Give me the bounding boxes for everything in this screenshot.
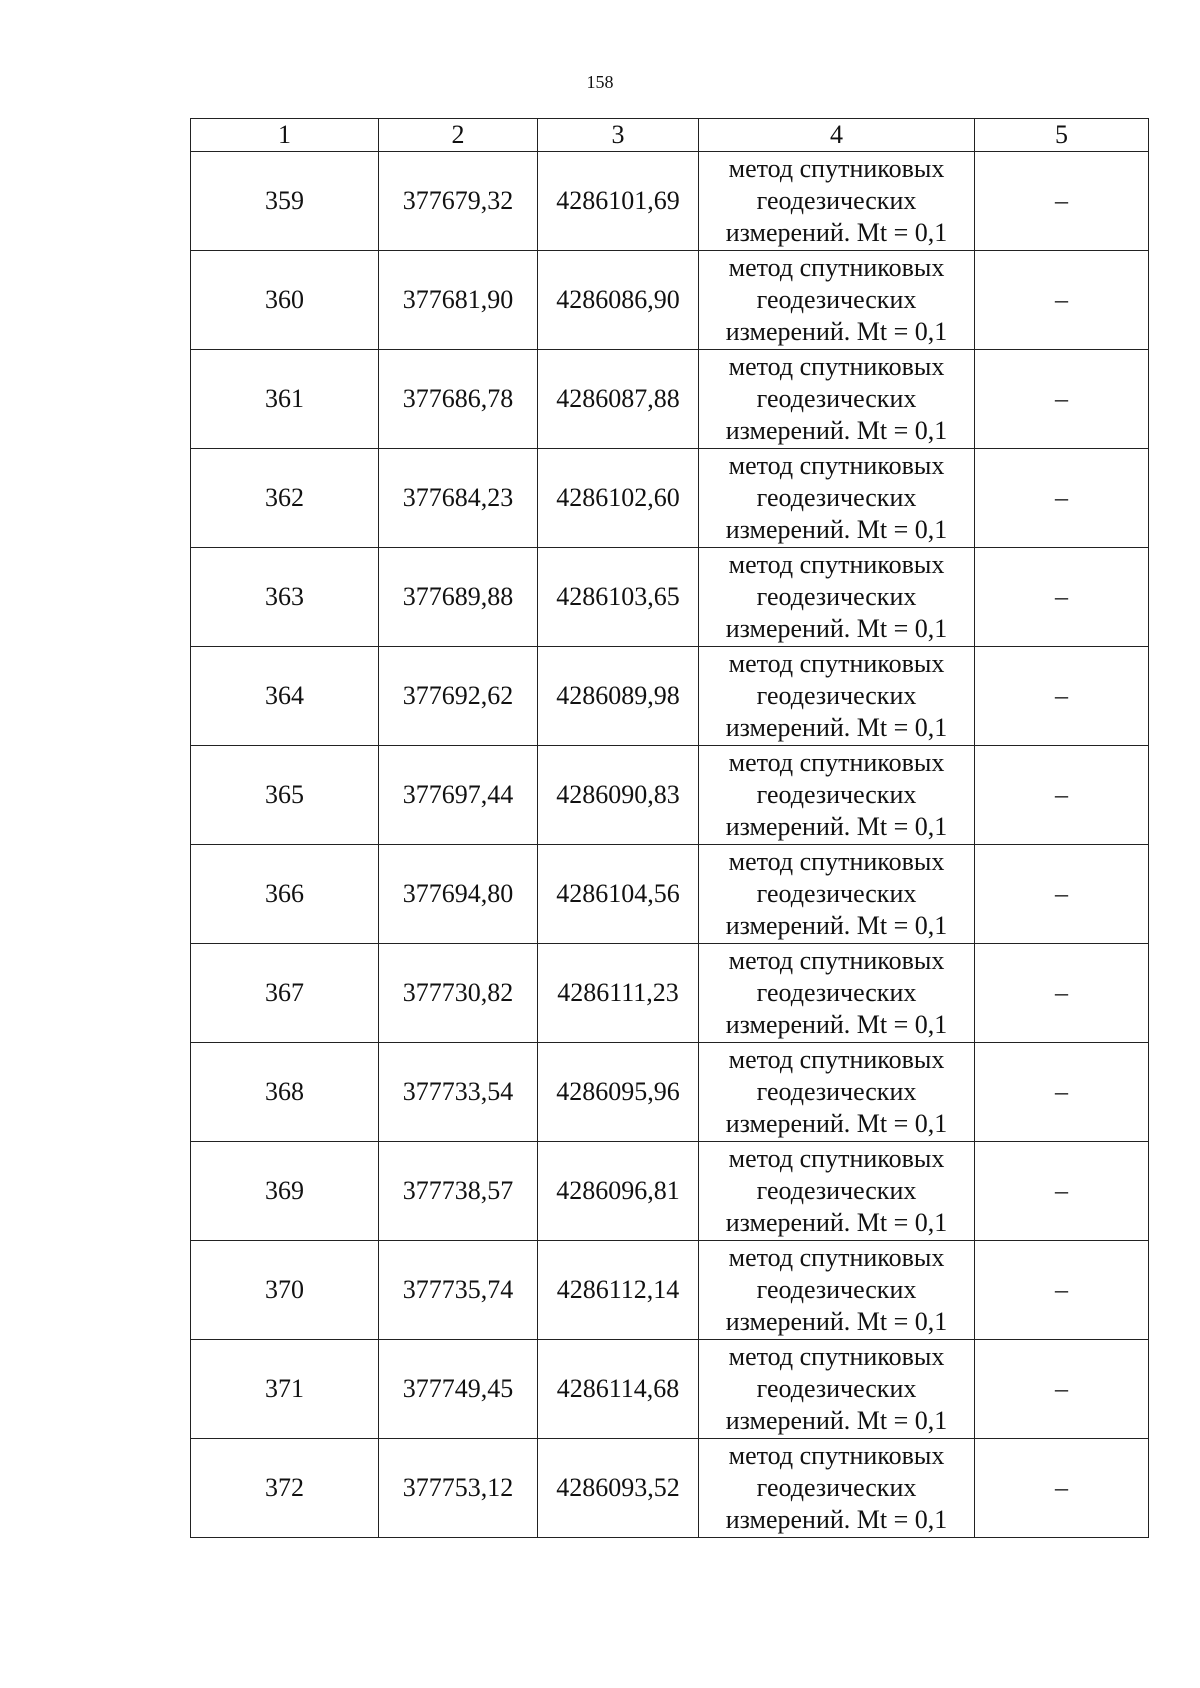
method-line: геодезических <box>756 186 917 215</box>
column-header-2: 2 <box>379 119 538 152</box>
note-cell: – <box>975 1439 1149 1538</box>
method-cell <box>699 1142 975 1241</box>
note-cell: – <box>975 251 1149 350</box>
method-cell <box>699 1043 975 1142</box>
table-row <box>191 1241 1149 1340</box>
method-line: измерений. Mt = 0,1 <box>725 1010 948 1039</box>
note-cell: – <box>975 944 1149 1043</box>
method-line: измерений. Mt = 0,1 <box>725 1208 948 1237</box>
method-line: метод спутниковых <box>728 1243 945 1272</box>
table-row <box>191 845 1149 944</box>
method-cell <box>699 746 975 845</box>
table-row <box>191 1043 1149 1142</box>
method-cell <box>699 449 975 548</box>
method-line: метод спутниковых <box>728 748 945 777</box>
x-coordinate-cell: 377694,80 <box>379 845 538 944</box>
note-cell: – <box>975 350 1149 449</box>
x-coordinate-cell: 377749,45 <box>379 1340 538 1439</box>
method-line: геодезических <box>756 285 917 314</box>
y-coordinate-cell: 4286096,81 <box>538 1142 699 1241</box>
method-line: геодезических <box>756 879 917 908</box>
coordinates-table <box>190 118 1149 1538</box>
point-number-cell: 364 <box>191 647 379 746</box>
note-cell: – <box>975 449 1149 548</box>
table-row <box>191 647 1149 746</box>
method-line: геодезических <box>756 582 917 611</box>
method-line: метод спутниковых <box>728 946 945 975</box>
method-line: геодезических <box>756 1275 917 1304</box>
method-line: измерений. Mt = 0,1 <box>725 614 948 643</box>
method-line: метод спутниковых <box>728 253 945 282</box>
method-cell <box>699 152 975 251</box>
header-row <box>191 119 1149 152</box>
method-cell <box>699 1340 975 1439</box>
point-number-cell: 369 <box>191 1142 379 1241</box>
method-line: измерений. Mt = 0,1 <box>725 416 948 445</box>
method-line: геодезических <box>756 483 917 512</box>
note-cell: – <box>975 1043 1149 1142</box>
method-line: измерений. Mt = 0,1 <box>725 911 948 940</box>
method-cell <box>699 647 975 746</box>
y-coordinate-cell: 4286087,88 <box>538 350 699 449</box>
column-header-3: 3 <box>538 119 699 152</box>
method-line: метод спутниковых <box>728 550 945 579</box>
table-row <box>191 1142 1149 1241</box>
note-cell: – <box>975 548 1149 647</box>
note-cell: – <box>975 152 1149 251</box>
method-line: геодезических <box>756 1374 917 1403</box>
point-number-cell: 359 <box>191 152 379 251</box>
method-line: метод спутниковых <box>728 1441 945 1470</box>
note-cell: – <box>975 845 1149 944</box>
y-coordinate-cell: 4286095,96 <box>538 1043 699 1142</box>
table-row <box>191 746 1149 845</box>
x-coordinate-cell: 377753,12 <box>379 1439 538 1538</box>
point-number-cell: 360 <box>191 251 379 350</box>
note-cell: – <box>975 1340 1149 1439</box>
method-line: измерений. Mt = 0,1 <box>725 515 948 544</box>
point-number-cell: 362 <box>191 449 379 548</box>
method-line: метод спутниковых <box>728 1045 945 1074</box>
y-coordinate-cell: 4286102,60 <box>538 449 699 548</box>
method-cell <box>699 1439 975 1538</box>
y-coordinate-cell: 4286090,83 <box>538 746 699 845</box>
method-line: измерений. Mt = 0,1 <box>725 713 948 742</box>
table-row <box>191 449 1149 548</box>
x-coordinate-cell: 377681,90 <box>379 251 538 350</box>
x-coordinate-cell: 377697,44 <box>379 746 538 845</box>
point-number-cell: 371 <box>191 1340 379 1439</box>
method-line: метод спутниковых <box>728 847 945 876</box>
table-row <box>191 350 1149 449</box>
note-cell: – <box>975 647 1149 746</box>
x-coordinate-cell: 377684,23 <box>379 449 538 548</box>
method-line: измерений. Mt = 0,1 <box>725 317 948 346</box>
point-number-cell: 363 <box>191 548 379 647</box>
method-cell <box>699 845 975 944</box>
method-line: метод спутниковых <box>728 451 945 480</box>
method-line: геодезических <box>756 681 917 710</box>
table-row <box>191 1439 1149 1538</box>
method-line: геодезических <box>756 978 917 1007</box>
method-line: геодезических <box>756 384 917 413</box>
method-cell <box>699 1241 975 1340</box>
method-line: метод спутниковых <box>728 1342 945 1371</box>
method-line: геодезических <box>756 1473 917 1502</box>
y-coordinate-cell: 4286104,56 <box>538 845 699 944</box>
x-coordinate-cell: 377689,88 <box>379 548 538 647</box>
note-cell: – <box>975 746 1149 845</box>
table-header <box>191 119 1149 152</box>
x-coordinate-cell: 377686,78 <box>379 350 538 449</box>
note-cell: – <box>975 1142 1149 1241</box>
point-number-cell: 361 <box>191 350 379 449</box>
method-cell <box>699 944 975 1043</box>
table-row <box>191 944 1149 1043</box>
y-coordinate-cell: 4286111,23 <box>538 944 699 1043</box>
column-header-1: 1 <box>191 119 379 152</box>
column-header-5: 5 <box>975 119 1149 152</box>
point-number-cell: 372 <box>191 1439 379 1538</box>
method-line: метод спутниковых <box>728 1144 945 1173</box>
table-body <box>191 152 1149 1538</box>
table-row <box>191 548 1149 647</box>
point-number-cell: 368 <box>191 1043 379 1142</box>
method-line: измерений. Mt = 0,1 <box>725 1307 948 1336</box>
method-line: геодезических <box>756 1077 917 1106</box>
page-number: 158 <box>586 72 614 92</box>
x-coordinate-cell: 377679,32 <box>379 152 538 251</box>
y-coordinate-cell: 4286114,68 <box>538 1340 699 1439</box>
x-coordinate-cell: 377692,62 <box>379 647 538 746</box>
method-line: измерений. Mt = 0,1 <box>725 1505 948 1534</box>
point-number-cell: 367 <box>191 944 379 1043</box>
x-coordinate-cell: 377730,82 <box>379 944 538 1043</box>
method-line: метод спутниковых <box>728 154 945 183</box>
point-number-cell: 370 <box>191 1241 379 1340</box>
note-cell: – <box>975 1241 1149 1340</box>
x-coordinate-cell: 377733,54 <box>379 1043 538 1142</box>
point-number-cell: 365 <box>191 746 379 845</box>
y-coordinate-cell: 4286103,65 <box>538 548 699 647</box>
x-coordinate-cell: 377738,57 <box>379 1142 538 1241</box>
y-coordinate-cell: 4286101,69 <box>538 152 699 251</box>
y-coordinate-cell: 4286089,98 <box>538 647 699 746</box>
y-coordinate-cell: 4286086,90 <box>538 251 699 350</box>
x-coordinate-cell: 377735,74 <box>379 1241 538 1340</box>
table-row <box>191 251 1149 350</box>
method-cell <box>699 548 975 647</box>
method-line: измерений. Mt = 0,1 <box>725 218 948 247</box>
point-number-cell: 366 <box>191 845 379 944</box>
method-line: геодезических <box>756 1176 917 1205</box>
method-line: измерений. Mt = 0,1 <box>725 1109 948 1138</box>
method-cell <box>699 251 975 350</box>
method-line: измерений. Mt = 0,1 <box>725 812 948 841</box>
column-header-4: 4 <box>699 119 975 152</box>
table-row <box>191 1340 1149 1439</box>
table-row <box>191 152 1149 251</box>
method-line: метод спутниковых <box>728 649 945 678</box>
y-coordinate-cell: 4286112,14 <box>538 1241 699 1340</box>
method-cell <box>699 350 975 449</box>
method-line: геодезических <box>756 780 917 809</box>
method-line: измерений. Mt = 0,1 <box>725 1406 948 1435</box>
y-coordinate-cell: 4286093,52 <box>538 1439 699 1538</box>
method-line: метод спутниковых <box>728 352 945 381</box>
